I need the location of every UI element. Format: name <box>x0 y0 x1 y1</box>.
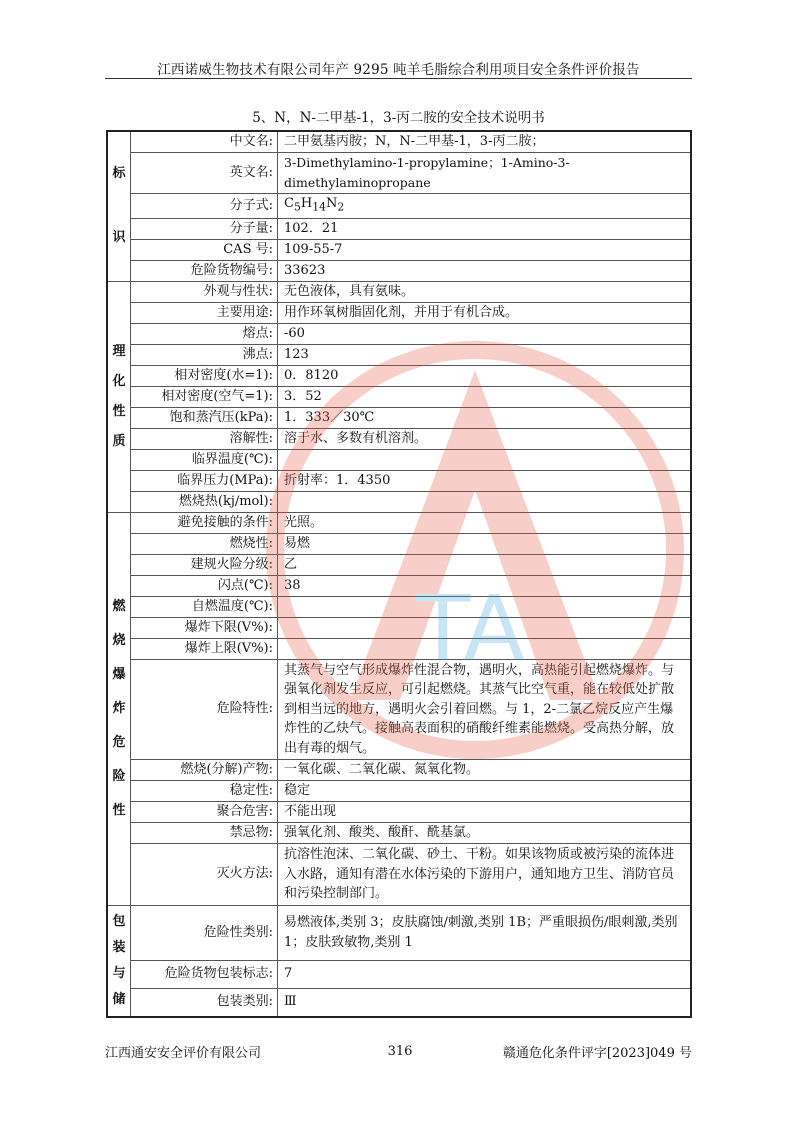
document-title: 5、N，N-二甲基-1，3-丙二胺的安全技术说明书 <box>252 110 545 126</box>
table-row <box>107 194 691 219</box>
row-label: 爆炸下限(V%): <box>131 617 278 638</box>
section-char: 烧 <box>112 632 126 648</box>
row-value: 3．52 <box>278 386 692 407</box>
row-label: 聚合危害: <box>131 802 278 823</box>
formula-part: C <box>284 196 294 211</box>
row-label: 分子式: <box>131 194 278 219</box>
row-label: 分子量: <box>131 218 278 239</box>
table-row <box>107 512 691 533</box>
row-value: 一氧化碳、二氧化碳、氮氧化物。 <box>278 760 692 781</box>
table-row <box>107 491 691 512</box>
table-row <box>107 428 691 449</box>
row-label: 主要用途: <box>131 302 278 323</box>
section-char: 险 <box>112 768 126 784</box>
section-char: 炸 <box>112 700 126 716</box>
row-value: 3-Dimethylamino-1-propylamine；1-Amino-3-dimethylaminopropane <box>278 153 692 194</box>
table-row <box>107 961 691 989</box>
row-label: 临界温度(℃): <box>131 449 278 470</box>
table-row <box>107 218 691 239</box>
formula-sub: 14 <box>312 200 326 214</box>
row-value: 0．8120 <box>278 365 692 386</box>
row-value <box>278 638 692 659</box>
row-label: 危险货物包装标志: <box>131 961 278 989</box>
page-header: 江西诺威生物技术有限公司年产 9295 吨羊毛脂综合利用项目安全条件评价报告 <box>157 62 640 78</box>
row-label: 外观与性状: <box>131 281 278 302</box>
table-row <box>107 344 691 365</box>
table-row <box>107 905 691 960</box>
row-value: 102．21 <box>278 218 692 239</box>
table-row <box>107 365 691 386</box>
table-row <box>107 844 691 906</box>
row-label: 稳定性: <box>131 781 278 802</box>
row-value: 123 <box>278 344 692 365</box>
table-row <box>107 239 691 260</box>
table-row <box>107 281 691 302</box>
table-row <box>107 802 691 823</box>
page-number: 316 <box>387 1044 413 1059</box>
row-value: 易燃 <box>278 533 692 554</box>
row-label: 相对密度(水=1): <box>131 365 278 386</box>
seal-letters: TA <box>415 577 525 682</box>
row-value: 折射率：1．4350 <box>278 470 692 491</box>
table-row <box>107 449 691 470</box>
section-char: 性 <box>112 802 126 818</box>
formula-part: H <box>300 196 313 211</box>
row-value: 109-55-7 <box>278 239 692 260</box>
row-label: 燃烧性: <box>131 533 278 554</box>
formula-sub: 5 <box>293 200 301 214</box>
row-value <box>278 617 692 638</box>
formula-part: N <box>325 196 338 211</box>
table-row <box>107 302 691 323</box>
row-value: 其蒸气与空气形成爆炸性混合物，遇明火，高热能引起燃烧爆炸。与强氧化剂发生反应，可引起燃烧。其蒸气比空气重，能在较低处扩散到相当远的地方，遇明火会引着回燃。与 1，2-二氯乙烷反应产生爆炸性的乙炔气。接触高表面积的硝酸纤维素能燃烧。受高热分解，放出有毒的烟气。 <box>278 659 692 760</box>
table-row <box>107 659 691 760</box>
row-label: 中文名: <box>131 131 278 153</box>
section-physchem <box>107 281 131 512</box>
section-char: 性 <box>112 403 126 419</box>
table-row <box>107 153 691 194</box>
section-char: 储 <box>112 991 126 1007</box>
table-row <box>107 596 691 617</box>
table-row <box>107 617 691 638</box>
table-row <box>107 554 691 575</box>
row-value: Ⅲ <box>278 988 692 1016</box>
row-value: 1．333／30℃ <box>278 407 692 428</box>
row-label: 禁忌物: <box>131 823 278 844</box>
section-char: 燃 <box>112 598 126 614</box>
section-char: 与 <box>112 965 126 981</box>
row-label: 英文名: <box>131 153 278 194</box>
row-value: 不能出现 <box>278 802 692 823</box>
row-label: 闪点(℃): <box>131 575 278 596</box>
row-value: 稳定 <box>278 781 692 802</box>
row-value: 易燃液体,类别 3；皮肤腐蚀/刺激,类别 1B；严重眼损伤/眼刺激,类别 1；皮肤致敏物,类别 1 <box>278 905 692 960</box>
row-value: 抗溶性泡沫、二氧化碳、砂土、干粉。如果该物质或被污染的流体进入水路，通知有潜在水体污染的下游用户，通知地方卫生、消防官员和污染控制部门。 <box>278 844 692 906</box>
table-row <box>107 638 691 659</box>
table-row <box>107 323 691 344</box>
section-fire-hazard <box>107 512 131 905</box>
section-char: 识 <box>112 230 126 246</box>
table-row <box>107 781 691 802</box>
table-row <box>107 470 691 491</box>
row-label: 危险性类别: <box>131 905 278 960</box>
row-label: 自燃温度(℃): <box>131 596 278 617</box>
table-row <box>107 988 691 1016</box>
row-label: 沸点: <box>131 344 278 365</box>
row-value: 乙 <box>278 554 692 575</box>
row-label: 熔点: <box>131 323 278 344</box>
table-row <box>107 260 691 281</box>
section-char: 标 <box>112 166 126 182</box>
row-label: 爆炸上限(V%): <box>131 638 278 659</box>
row-value <box>278 596 692 617</box>
row-label: 溶解性: <box>131 428 278 449</box>
row-label: 危险特性: <box>131 659 278 760</box>
row-label: 临界压力(MPa): <box>131 470 278 491</box>
row-value: 光照。 <box>278 512 692 533</box>
row-value: 无色液体，具有氨味。 <box>278 281 692 302</box>
row-value: 38 <box>278 575 692 596</box>
table-row <box>107 386 691 407</box>
footer-report-number: 赣通危化条件评字[2023]049 号 <box>502 1046 692 1061</box>
safety-data-table <box>106 130 692 1018</box>
row-label: 建规火险分级: <box>131 554 278 575</box>
section-char: 化 <box>112 373 126 389</box>
row-label: 避免接触的条件: <box>131 512 278 533</box>
row-label: CAS 号: <box>131 239 278 260</box>
section-char: 危 <box>112 734 126 750</box>
section-char: 质 <box>112 433 126 449</box>
table-row <box>107 760 691 781</box>
table-row <box>107 407 691 428</box>
molecular-formula <box>278 194 692 219</box>
row-label: 燃烧热(kj/mol): <box>131 491 278 512</box>
section-identity <box>107 131 131 281</box>
row-value <box>278 491 692 512</box>
section-char: 爆 <box>112 666 126 682</box>
section-char: 包 <box>112 913 126 929</box>
formula-sub: 2 <box>337 200 345 214</box>
row-value: 二甲氨基丙胺；N，N-二甲基-1，3-丙二胺； <box>278 131 692 153</box>
row-label: 包装类别: <box>131 988 278 1016</box>
row-label: 饱和蒸汽压(kPa): <box>131 407 278 428</box>
row-value: 溶于水、多数有机溶剂。 <box>278 428 692 449</box>
row-label: 燃烧(分解)产物: <box>131 760 278 781</box>
table-row <box>107 575 691 596</box>
row-label: 相对密度(空气=1): <box>131 386 278 407</box>
row-value: 7 <box>278 961 692 989</box>
section-char: 装 <box>112 939 126 955</box>
footer-company: 江西通安安全评价有限公司 <box>105 1046 262 1061</box>
table-row <box>107 823 691 844</box>
row-label: 危险货物编号: <box>131 260 278 281</box>
header-rule <box>105 78 692 79</box>
row-label: 灭火方法: <box>131 844 278 906</box>
row-value: 强氧化剂、酸类、酸酐、酰基氯。 <box>278 823 692 844</box>
section-char: 理 <box>112 343 126 359</box>
row-value: -60 <box>278 323 692 344</box>
table-row <box>107 533 691 554</box>
row-value <box>278 449 692 470</box>
table-row <box>107 131 691 153</box>
row-value: 33623 <box>278 260 692 281</box>
row-value: 用作环氧树脂固化剂，并用于有机合成。 <box>278 302 692 323</box>
section-packaging <box>107 905 131 1017</box>
